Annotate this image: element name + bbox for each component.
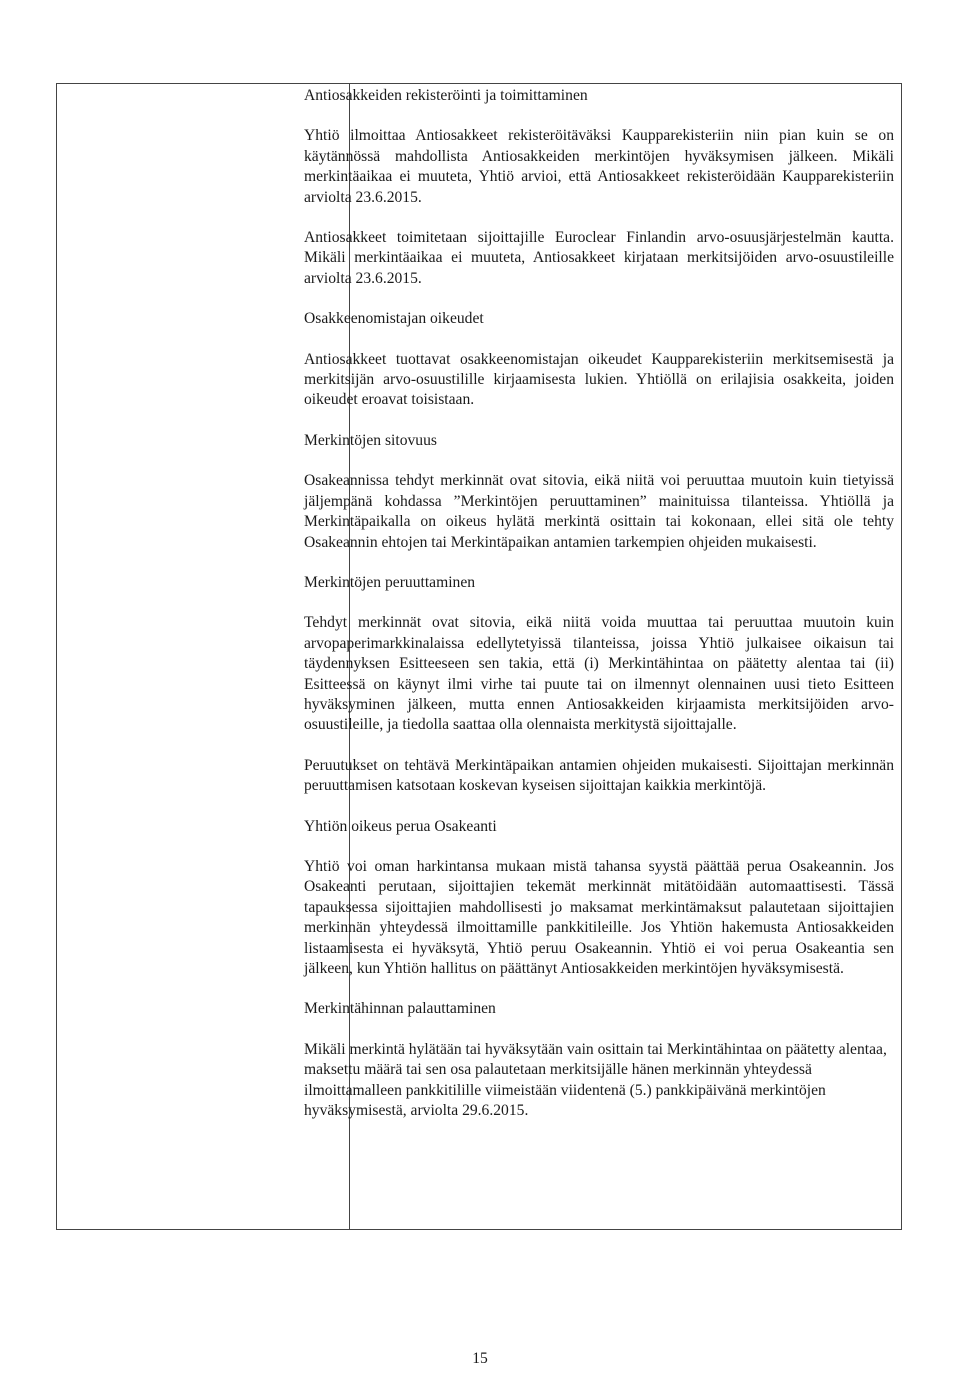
section-heading: Merkintöjen peruuttaminen bbox=[304, 573, 476, 591]
paragraph: Yhtiö voi oman harkintansa mukaan mistä tahansa syystä päättää perua Osakeannin. Jos Osakeanti perutaan, sijoittajien tekemät merkinnät mitätöidään automaattisesti. Tässä tapauksessa sijoittajien mahdollisesti jo maksamat merkintämaksut palautetaan sijoittajien merkinnän yhteydessä ilmoittamille pankkitileille. Jos Yhtiön hakemusta Antiosakkeiden listaamisesta ei hyväksytä, Yhtiö peruu Osakeannin. Yhtiö ei voi perua Osakeantia sen jälkeen, kun Yhtiön hallitus on päättänyt Antiosakkeiden merkintöjen hyväksymisestä. bbox=[304, 857, 894, 977]
page-number: 15 bbox=[472, 1350, 488, 1367]
section-rekisterointi bbox=[304, 86, 894, 289]
section-heading: Antiosakkeiden rekisteröinti ja toimittaminen bbox=[304, 87, 588, 104]
paragraph: Yhtiö ilmoittaa Antiosakkeet rekisteröitäväksi Kaupparekisteriin niin pian kuin se on käytännössä mahdollista Antiosakkeiden merkintöjen hyväksymisen jälkeen. Mikäli merkintäaikaa ei muuteta, Yhtiö arvioi, että Antiosakkeet rekisteröidään Kaupparekisteriin arviolta 23.6.2015. bbox=[304, 127, 894, 206]
section-heading: Merkintöjen sitovuus bbox=[304, 431, 437, 449]
section-peruuttaminen bbox=[304, 573, 894, 797]
section-oikeudet bbox=[304, 309, 894, 411]
paragraph: Peruutukset on tehtävä Merkintäpaikan antamien ohjeiden mukaisesti. Sijoittajan merkinnän peruuttamisen katsotaan koskevan kyseisen sijoittajan kaikkia merkintöjä. bbox=[304, 756, 894, 795]
paragraph: Antiosakkeet tuottavat osakkeenomistajan oikeudet Kaupparekisteriin merkitsemisestä ja merkitsijän arvo-osuustilille kirjaamisesta lukien. Yhtiöllä on erilajisia osakkeita, joiden oikeudet eroavat toisistaan. bbox=[304, 350, 894, 409]
section-heading: Merkintähinnan palauttaminen bbox=[304, 1000, 496, 1018]
section-perua-osakeanti bbox=[304, 817, 894, 980]
document-body bbox=[304, 86, 894, 1141]
paragraph: Antiosakkeet toimitetaan sijoittajille Euroclear Finlandin arvo-osuusjärjestelmän kautta. Mikäli merkintäaikaa ei muuteta, Antiosakkeet kirjataan merkitsijöiden arvo-osuustileille arviolta 23.6.2015. bbox=[304, 229, 894, 287]
paragraph: Mikäli merkintä hylätään tai hyväksytään vain osittain tai Merkintähintaa on päätetty alentaa, maksettu määrä tai sen osa palautetaan merkitsijälle hänen merkinnän yhteydessä ilmoittamalleen pankkitilille viimeistään viidentenä (5.) pankkipäivänä merkintöjen hyväksymisestä, arviolta 29.6.2015. bbox=[304, 1040, 887, 1120]
section-sitovuus bbox=[304, 431, 894, 553]
section-heading: Yhtiön oikeus perua Osakeanti bbox=[304, 817, 497, 835]
paragraph: Tehdyt merkinnät ovat sitovia, eikä niitä voida muuttaa tai peruuttaa muutoin kuin arvopaperimarkkinalaissa edellytetyissä tilanteissa, joissa Yhtiö julkaisee oikaisun tai täydennyksen Esitteeseen sen takia, että (i) Merkintähintaa on päätetty alentaa tai (ii) Esitteessä on käynyt ilmi virhe tai puute tai on ilmennyt olennainen uusi tieto Esitteen hyväksyminen jälkeen, mutta ennen Antiosakkeiden kirjaamista merkitsijöiden arvo-osuustileille, ja tiedolla saattaa olla olennaista merkitystä sijoittajalle. bbox=[304, 614, 894, 734]
paragraph: Osakeannissa tehdyt merkinnät ovat sitovia, eikä niitä voi peruuttaa muutoin kuin tietyissä jäljempänä kohdassa ”Merkintöjen peruuttaminen” mainituissa tilanteissa. Yhtiöllä ja Merkintäpaikalla on oikeus hylätä merkintä osittain tai kokonaan, ellei sitä ole tehty Osakeannin ehtojen tai Merkintäpaikan antamien tarkempien ohjeiden mukaisesti. bbox=[304, 472, 894, 551]
section-heading: Osakkeenomistajan oikeudet bbox=[304, 310, 484, 328]
section-palauttaminen bbox=[304, 999, 894, 1121]
